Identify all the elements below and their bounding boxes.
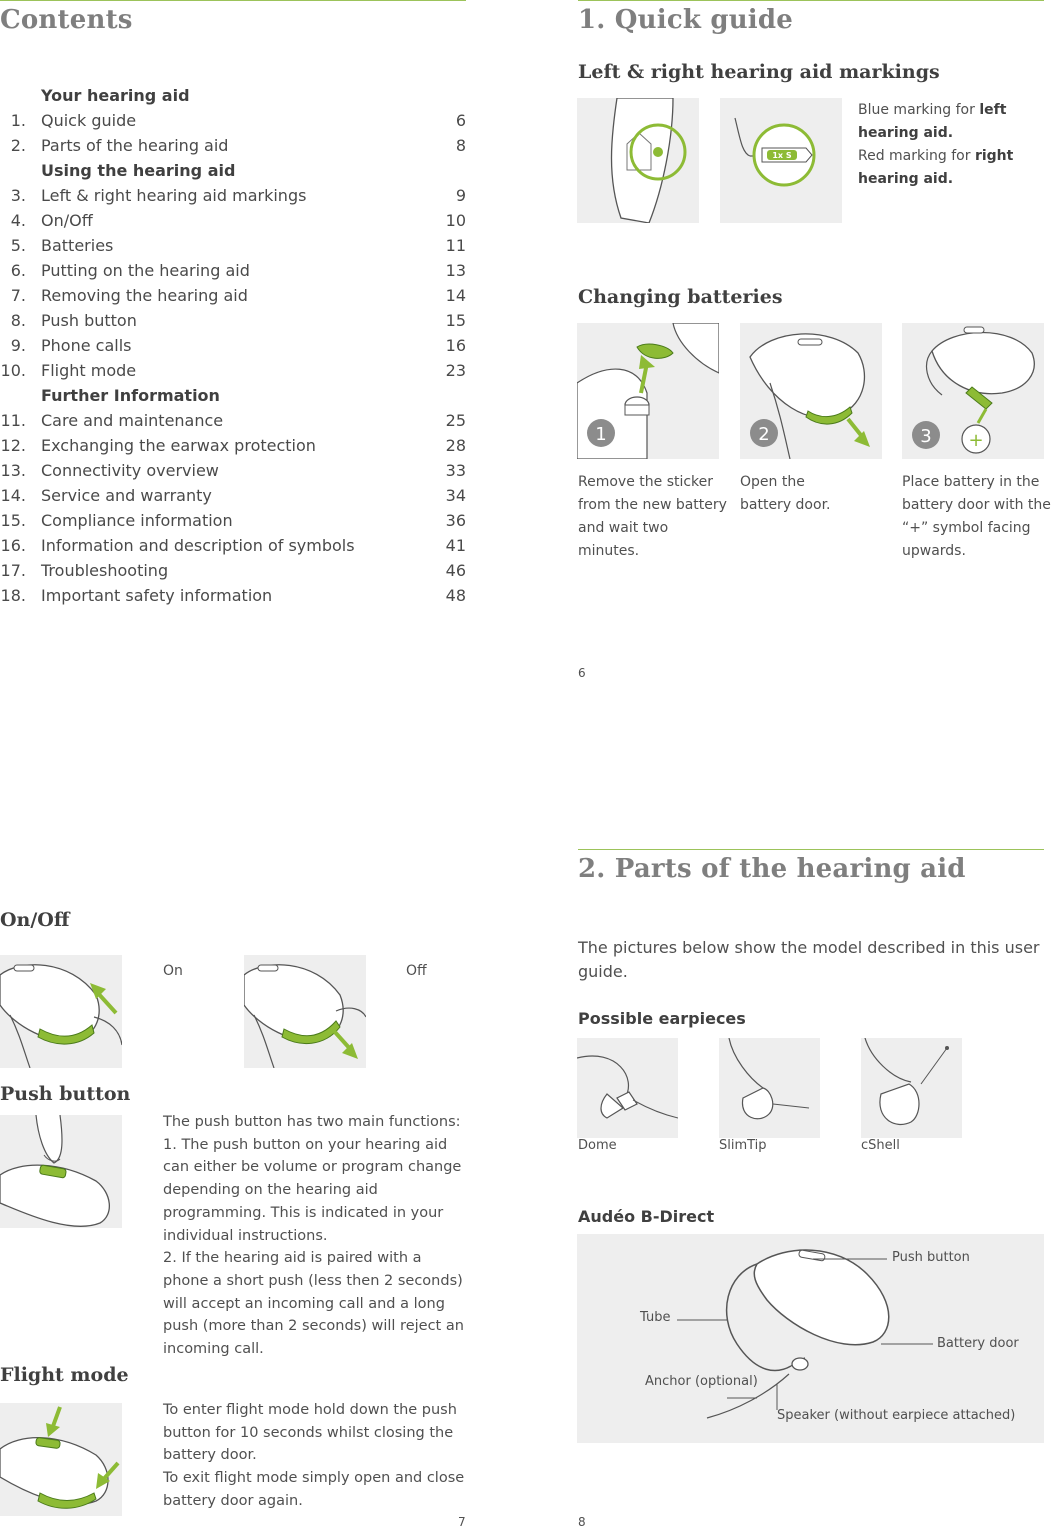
on-image	[0, 955, 122, 1068]
earpieces-heading: Possible earpieces	[578, 1009, 746, 1028]
toc-entry-number: 14.	[0, 486, 26, 505]
size-badge: 1x S	[772, 151, 792, 160]
toc-entry	[0, 261, 466, 286]
parts-intro: The pictures below show the model described in this user guide.	[578, 938, 1040, 981]
step-1-number: 1	[595, 424, 607, 445]
toc-entry	[0, 186, 466, 211]
toc-section-heading	[0, 386, 466, 411]
toc-section-heading	[0, 161, 466, 186]
toc-section-heading	[0, 86, 466, 111]
toc-section-title: Using the hearing aid	[41, 161, 236, 180]
contents-title: Contents	[0, 5, 133, 35]
callout-speaker: Speaker (without earpiece attached)	[777, 1408, 1016, 1423]
toc-entry-title: Connectivity overview	[41, 461, 219, 480]
markings-text: Blue marking for left hearing aid. Red marking for right hearing aid.	[858, 102, 1014, 187]
battery-step-2-text: Open the battery door.	[740, 474, 831, 513]
callout-anchor: Anchor (optional)	[645, 1374, 758, 1389]
callout-tube: Tube	[640, 1310, 671, 1325]
toc-entry-number: 11.	[0, 411, 26, 430]
toc-entry-title: Service and warranty	[41, 486, 212, 505]
toc-entry-title: On/Off	[41, 211, 93, 230]
toc-entry	[0, 211, 466, 236]
toc-entry-title: Troubleshooting	[41, 561, 169, 580]
earpiece-label-dome: Dome	[578, 1138, 617, 1153]
quick-guide-title: 1. Quick guide	[578, 5, 794, 35]
toc-entry-page: 14	[445, 286, 466, 305]
toc-entry	[0, 311, 466, 336]
toc-entry-title: Batteries	[41, 236, 114, 255]
toc-entry-number: 7.	[10, 286, 26, 305]
toc-entry-page: 8	[455, 136, 466, 155]
toc-entry-title: Putting on the hearing aid	[41, 261, 250, 280]
push-button-heading: Push button	[0, 1083, 131, 1105]
toc-entry-page: 15	[445, 311, 466, 330]
toc-entry	[0, 536, 466, 561]
toc-entry	[0, 111, 466, 136]
toc-entry-title: Removing the hearing aid	[41, 286, 248, 305]
right-marking-image	[720, 98, 842, 223]
toc-entry-page: 11	[445, 236, 466, 255]
toc-entry	[0, 411, 466, 436]
toc-entry	[0, 511, 466, 536]
callout-push-button: Push button	[892, 1250, 970, 1265]
toc-entry-page: 10	[445, 211, 466, 230]
toc-entry-number: 8.	[10, 311, 26, 330]
toc-entry	[0, 236, 466, 261]
device-diagram	[577, 1234, 1044, 1443]
page-number-7: 7	[458, 1515, 466, 1529]
contents-rule	[0, 0, 466, 1]
toc-entry-number: 13.	[0, 461, 26, 480]
toc-entry-number: 1.	[10, 111, 26, 130]
battery-step-2-image	[740, 323, 882, 459]
toc-entry	[0, 486, 466, 511]
toc-entry-page: 48	[445, 586, 466, 605]
toc-entry-title: Quick guide	[41, 111, 137, 130]
toc-entry-number: 12.	[0, 436, 26, 455]
step-2-number: 2	[758, 424, 770, 445]
parts-rule	[578, 849, 1044, 850]
toc-entry-title: Important safety information	[41, 586, 273, 605]
toc-entry-title: Exchanging the earwax protection	[41, 436, 316, 455]
push-button-image	[0, 1115, 122, 1228]
toc-entry-page: 41	[445, 536, 466, 555]
toc-entry-title: Flight mode	[41, 361, 137, 380]
toc-entry-title: Push button	[41, 311, 137, 330]
slimtip-image	[719, 1038, 820, 1138]
left-marking-image	[577, 98, 699, 223]
toc-entry-number: 5.	[10, 236, 26, 255]
toc-entry-number: 15.	[0, 511, 26, 530]
toc-entry-page: 23	[445, 361, 466, 380]
toc-entry	[0, 436, 466, 461]
callout-battery-door: Battery door	[937, 1336, 1019, 1351]
on-label: On	[163, 963, 183, 979]
flight-mode-image	[0, 1403, 122, 1516]
model-heading: Audéo B-Direct	[578, 1207, 715, 1226]
page-number-8: 8	[578, 1515, 586, 1529]
toc-entry-page: 46	[445, 561, 466, 580]
toc-entry-title: Left & right hearing aid markings	[41, 186, 307, 205]
toc-entry-number: 6.	[10, 261, 26, 280]
toc-entry	[0, 586, 466, 611]
markings-heading: Left & right hearing aid markings	[578, 61, 940, 83]
toc-entry-page: 25	[445, 411, 466, 430]
flight-mode-heading: Flight mode	[0, 1364, 129, 1386]
push-button-text: The push button has two main functions: 1. The push button on your hearing aid can either be volume or program change depending on the hearing aid programming. This is indicated in your individual instructions. 2. If the hearing aid is paired with a phone a short push (less then 2 seconds) will accept an incoming call and a long push (more than 2 seconds) will reject an incoming call.	[163, 1114, 464, 1358]
off-label: Off	[406, 963, 427, 979]
toc-entry-title: Compliance information	[41, 511, 233, 530]
toc-entry-title: Care and maintenance	[41, 411, 224, 430]
toc-entry-title: Phone calls	[41, 336, 132, 355]
parts-title: 2. Parts of the hearing aid	[578, 854, 966, 884]
toc-entry-number: 17.	[0, 561, 26, 580]
batteries-heading: Changing batteries	[578, 286, 783, 308]
toc-entry-page: 34	[445, 486, 466, 505]
toc-entry-number: 4.	[10, 211, 26, 230]
toc-entry-page: 33	[445, 461, 466, 480]
earpiece-label-cshell: cShell	[861, 1138, 900, 1153]
toc-entry-number: 9.	[10, 336, 26, 355]
toc-entry-page: 6	[455, 111, 466, 130]
toc-section-title: Further Information	[41, 386, 220, 405]
toc-entry-page: 13	[445, 261, 466, 280]
onoff-heading: On/Off	[0, 909, 70, 931]
toc-entry-page: 9	[455, 186, 466, 205]
off-image	[244, 955, 366, 1068]
dome-image	[577, 1038, 678, 1138]
battery-step-3-text: Place battery in the battery door with the “+” symbol facing upwards.	[902, 474, 1051, 559]
battery-step-1-image	[577, 323, 719, 459]
battery-plus-symbol: +	[968, 430, 984, 451]
toc-entry-number: 16.	[0, 536, 26, 555]
toc-entry-number: 18.	[0, 586, 26, 605]
toc-entry	[0, 136, 466, 161]
toc-entry-number: 3.	[10, 186, 26, 205]
toc-entry-number: 10.	[0, 361, 26, 380]
toc-entry-page: 16	[445, 336, 466, 355]
battery-step-1-text: Remove the sticker from the new battery and wait two minutes.	[578, 474, 727, 559]
toc-entry	[0, 461, 466, 486]
toc-entry	[0, 336, 466, 361]
step-3-number: 3	[920, 426, 932, 447]
toc-entry	[0, 361, 466, 386]
toc-entry-page: 28	[445, 436, 466, 455]
toc-entry	[0, 286, 466, 311]
toc-entry-page: 36	[445, 511, 466, 530]
cshell-image	[861, 1038, 962, 1138]
toc-entry-title: Parts of the hearing aid	[41, 136, 229, 155]
battery-step-3-image	[902, 323, 1044, 459]
toc-section-title: Your hearing aid	[41, 86, 190, 105]
earpiece-label-slimtip: SlimTip	[719, 1138, 767, 1153]
flight-mode-text: To enter flight mode hold down the push button for 10 seconds whilst closing the battery door. To exit flight mode simply open and close battery door again.	[163, 1402, 465, 1509]
toc-entry-number: 2.	[10, 136, 26, 155]
toc-entry	[0, 561, 466, 586]
toc-entry-title: Information and description of symbols	[41, 536, 355, 555]
quick-guide-rule	[578, 0, 1044, 1]
page-number-6: 6	[578, 666, 586, 680]
